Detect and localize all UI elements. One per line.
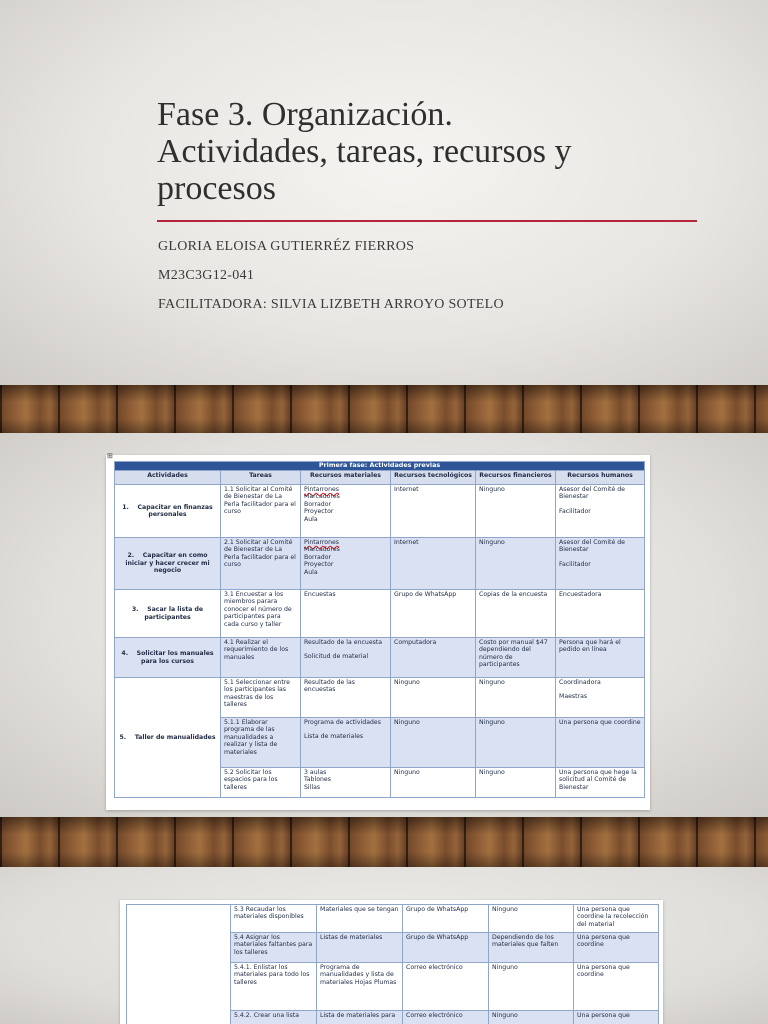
table-row: 5.1.1 Elaborar programa de las manualidades a realizar y lista de materiales Programa de actividades Lista de materiales Ninguno Ninguno Una persona que coordine [115,718,645,768]
header-financieros: Recursos financieros [476,471,556,485]
table-image-continued [120,900,663,1024]
header-materiales: Recursos materiales [301,471,391,485]
header-tecnologicos: Recursos tecnológicos [391,471,476,485]
table-row: 5.3 Recaudar los materiales disponibles Materiales que se tengan Grupo de WhatsApp Ninguno Una persona que coordine la recolección del material [127,905,659,933]
table-row: 5. Taller de manualidades 5.1 Seleccionar entre los participantes las maestras de los talleres Resultado de las encuestas Ninguno Ninguno Coordinadora Maestras [115,678,645,718]
table-image [106,455,650,810]
title-slide [0,0,768,385]
table-row: 5.4.1. Enlistar los materiales para todo los talleres Programa de manualidades y lista de materiales Hojas Plumas Correo electrónico Ninguno Una persona que coordine [127,963,659,1011]
author-name: GLORIA ELOISA GUTIERRÉZ FIERROS [158,239,415,254]
table-row: 3. Sacar la lista de participantes 3.1 Encuestar a los miembros parara conocer el número de participantes para cada curso y taller Encuestas Grupo de WhatsApp Copias de la encuesta Encuestadora [115,590,645,638]
table-anchor-icon: ⊞ [107,453,113,460]
table-row: 2. Capacitar en como iniciar y hacer crecer mi negocio 2.1 Solicitar al Comité de Bienestar de La Perla facilitador para el curso Pintarrones Marcadores Borrador Proyector Aula Internet Ninguno Asesor del Comité de Bienestar Facilitador [115,538,645,590]
table-row: 1. Capacitar en finanzas personales 1.1 Solicitar al Comité de Bienestar de La Perla facilitador para el curso Pintarrones Marcadores Borrador Proyector Aula Internet Ninguno Asesor del Comité de Bienestar Facilitador [115,485,645,538]
activities-table-continued [126,904,659,1024]
header-actividades: Actividades [115,471,221,485]
slide-title: Fase 3. Organización. Actividades, tareas, recursos y procesos [157,96,572,207]
table-row: 5.2 Solicitar los espacios para los talleres 3 aulas Tablones Sillas Ninguno Ninguno Una persona que hege la solicitud al Comité de Bienestar [115,768,645,798]
activities-table [114,461,645,798]
facilitator-name: FACILITADORA: SILVIA LIZBETH ARROYO SOTELO [158,297,504,312]
group-code: M23C3G12-041 [158,268,255,283]
header-humanos: Recursos humanos [556,471,645,485]
wood-divider [0,817,768,867]
table-title: Primera fase: Actividades previas [115,462,645,471]
header-tareas: Tareas [221,471,301,485]
table-row: 5.4.2. Crear una lista Lista de materiales para Correo electrónico Ninguno Una persona que [127,1011,659,1024]
table-row: 4. Solicitar los manuales para los cursos 4.1 Realizar el requerimiento de los manuales Resultado de la encuesta Solicitud de material Computadora Costo por manual $47 dependiendo del número de participantes Persona que hará el pedido en línea [115,638,645,678]
title-underline [157,220,697,222]
table-row: 5.4 Asignar los materiales faltantes para los talleres Listas de materiales Grupo de WhatsApp Dependiendo de los materiales que falten Una persona que coordine [127,933,659,963]
wood-divider [0,385,768,433]
